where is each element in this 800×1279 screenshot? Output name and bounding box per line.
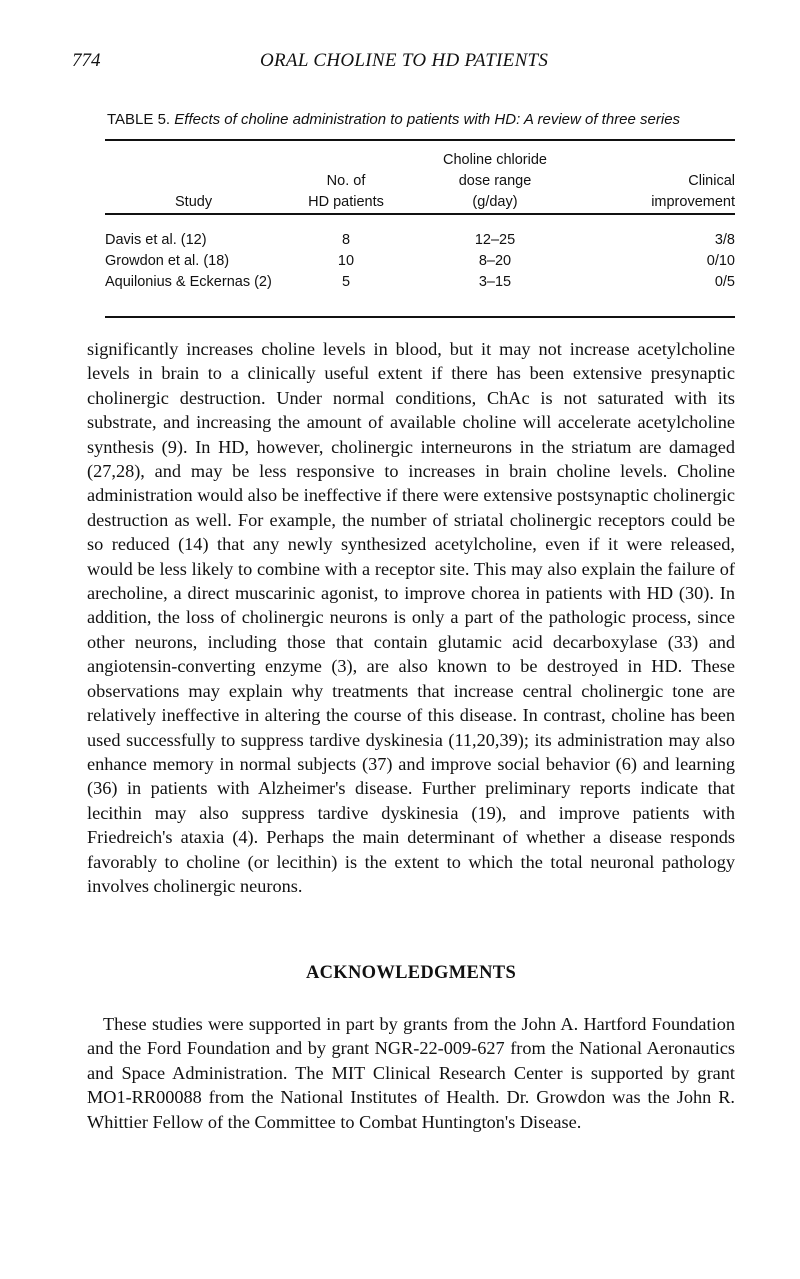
acknowledgments-text: These studies were supported in part by grants from the John A. Hartford Foundation and the Ford Foundation and by grant NGR-22-009-627 from the National Aeronautics and Space Administration. The MIT Clinical Research Center is supported by grant MO1-RR00088 from the National Institutes of Health. Dr. Growdon was the John R. Whittier Fellow of the Committee to Combat Huntington's Disease. (87, 1014, 735, 1132)
header-dose-line-1: Choline chloride (443, 152, 547, 168)
cell-dose: 12–25 (474, 232, 516, 248)
table-caption-text: Effects of choline administration to patients with HD: A review of three series (174, 111, 681, 128)
header-dose-line-2: dose range (458, 173, 532, 189)
cell-study: Aquilonius & Eckernas (2) (105, 274, 272, 290)
table-row (105, 251, 735, 272)
table-header-rule (105, 213, 735, 215)
cell-n: 5 (341, 274, 351, 290)
header-improvement-line-2: Clinical (688, 173, 735, 189)
cell-improvement: 0/5 (714, 274, 735, 290)
page-number: 774 (72, 50, 101, 71)
running-head (72, 50, 742, 76)
header-n-line-3: HD patients (308, 194, 384, 210)
acknowledgments-paragraph (87, 1012, 735, 1134)
cell-improvement: 3/8 (714, 232, 735, 248)
table-row (105, 272, 735, 293)
cell-improvement: 0/10 (706, 253, 735, 269)
acknowledgments-heading: ACKNOWLEDGMENTS (305, 963, 517, 983)
table-header-row-3 (105, 192, 735, 212)
table-row (105, 230, 735, 251)
cell-n: 8 (341, 232, 351, 248)
table-header-row-1 (105, 150, 735, 170)
cell-dose: 3–15 (478, 274, 512, 290)
header-study-line-3: Study (175, 194, 213, 210)
cell-n: 10 (337, 253, 355, 269)
cell-study: Davis et al. (12) (105, 232, 207, 248)
running-title: ORAL CHOLINE TO HD PATIENTS (260, 50, 549, 71)
header-n-line-2: No. of (326, 173, 366, 189)
header-dose-line-3: (g/day) (472, 194, 518, 210)
table-caption (107, 111, 747, 128)
body-paragraph: significantly increases choline levels in blood, but it may not increase acetylcholine levels in brain to a clinically useful extent if there has been extensive presynaptic cholinergic destruction. Under normal conditions, ChAc is not saturated with its substrate, and increasing the amount of available choline will accelerate acetylcholine synthesis (9). In HD, however, cholinergic interneurons in the striatum are damaged (27,28), and may be less responsive to increases in brain choline levels. Choline administration would also be ineffective if there were extensive postsynaptic cholinergic destruction as well. For example, the number of striatal cholinergic receptors could be so reduced (14) that any newly synthesized acetylcholine, even if it were released, would be less likely to combine with a receptor site. This may also explain the failure of arecholine, a direct muscarinic agonist, to improve chorea in patients with HD (30). In addition, the loss of cholinergic neurons is only a part of the pathologic process, since other neurons, including those that contain glutamic acid decarboxylase (33) and angiotensin-converting enzyme (3), are also known to be destroyed in HD. These observations may explain why treatments that increase central cholinergic tone are relatively ineffective in altering the course of this disease. In contrast, choline has been used successfully to suppress tardive dyskinesia (11,20,39); its administration may also enhance memory in normal subjects (37) and improve social behavior (6) and learning (36) in patients with Alzheimer's disease. Further preliminary reports indicate that lecithin may also suppress tardive dyskinesia (19), and improve patients with Friedreich's ataxia (4). Perhaps the main determinant of whether a disease responds favorably to choline (or lecithin) is the extent to which the total neuronal pathology involves cholinergic neurons. (87, 339, 735, 896)
cell-study: Growdon et al. (18) (105, 253, 230, 269)
cell-dose: 8–20 (478, 253, 512, 269)
table-bottom-rule (105, 316, 735, 318)
table-header-row-2 (105, 171, 735, 191)
table-top-rule (105, 139, 735, 141)
header-improvement-line-3: improvement (651, 194, 735, 210)
table-label: TABLE 5. (107, 111, 171, 128)
